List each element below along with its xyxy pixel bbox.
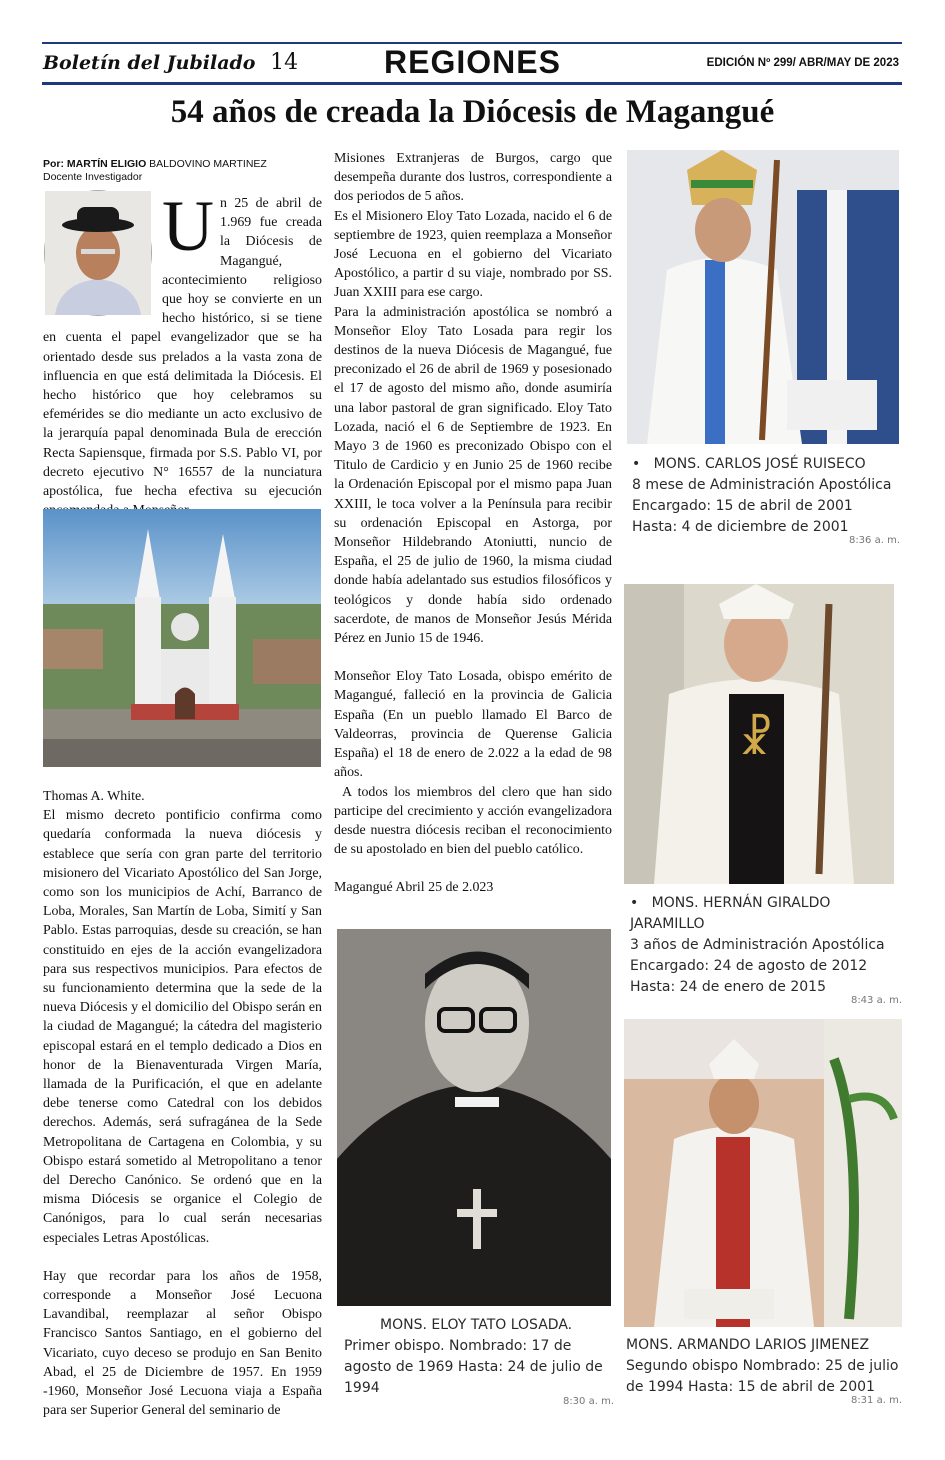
col2-paragraph-4: Monseñor Eloy Tato Losada, obispo emérito de Magangué, falleció en la provincia de Galicia España (En un pueblo llamado El Barco de Valdeorras, provincia de Querense Galicia España) el 18 de enero de 2.022 a la edad de 98 años. bbox=[334, 669, 612, 781]
byline bbox=[43, 158, 323, 184]
col2-dateline: Magangué Abril 25 de 2.023 bbox=[334, 880, 494, 896]
ruiseco-photo bbox=[627, 150, 899, 444]
bullet-icon: • bbox=[632, 456, 641, 472]
masthead-title: Boletín del Jubilado bbox=[43, 52, 256, 74]
col2-paragraph-3: Para la administración apostólica se nombró a Monseñor Eloy Tato Losada para regir los destinos de la nueva Diócesis de Magangué, fue preconizado el 26 de abril de 1969 y posesionado el 17 de agosto del mismo año, donde asumiría una labor pastoral de gran significado. Eloy Tato Lozada, nació el 6 de Septiembre de 1923. En Mayo 3 de 1960 es preconizado Obispo con el Titulo de Cardicio y en Junio 25 de 1960 recibe la Ordenación Episcopal por el mismo papa Juan XXIII, le toca volver a la Península para recibir su ordenación Episcopal en Astorga, por Monseñor Hildebrando Atoniutti, nuncio de España, el 25 de julio de 1960, la misma ciudad donde había adelantado sus estudios filosóficos y teológicos y donde había sido ordenado sacerdote, de manos de Monseñor Jesús Mérida Pérez en Junio 15 de 1946. bbox=[334, 304, 612, 647]
edition-info: EDICIÓN Nº 299/ ABR/MAY DE 2023 bbox=[706, 57, 899, 69]
page-number: 14 bbox=[270, 50, 299, 75]
paragraph-2: El mismo decreto pontificio confirma como quedaría conformada la nueva diócesis y establece que sería con gran parte del territorio misionero del Vicariato Apostólico del San Jorge, como son los municipios de Achí, Barranco de Loba, Morales, San Martín de Loba, Simití y San Pablo. Estas parroquias, desde su creación, se han constituido en ejes de la acción evangelizadora para sus respectivos municipios. Para efectos de su funcionamiento determina que la sede de la nueva Diócesis y el domicilio del Obispo serán en la ciudad de Magangué; la cátedra del magisterio episcopal estará en el templo dedicado a Dios en honor de la Bienaventurada Virgen María, llamada de la Purificación, el que en adelante debe tenerse como Catedral con los debidos derechos. Además, será sufragánea de la Sede Metropolitana de Cartagena en Colombia, y su Obispo estará sometido al Metropolitano a tenor del Derecho Canónico. Se ordenó que en la misma Diócesis se organice el Colegio de Canónigos, para lo cual serán necesarias especiales Letras Apostólicas. bbox=[43, 808, 322, 1246]
caption-ruiseco-text: 8 mese de Administración Apostólica Encargado: 15 de abril de 2001 Hasta: 4 de diciembre de 2001 bbox=[632, 477, 892, 535]
intro-paragraph: n 25 de abril de 1.969 fue creada la Diócesis de Magangué, acontecimiento religioso que hoy se convierte en un hecho histórico, si se tiene en cuenta el papel evangelizador que se ha orientado desde sus prelados a la vasta zona de influencia en que está delimitada la Diócesis. El hecho histórico que hoy celebramos su efemérides se dio mediante un acto exclusivo de la jerarquía papal denominada Bula de erección Recta Sapiensque, firmada por S.S. Pablo VI, por decreto ejecutivo N° 16557 de la nunciatura apostólica, fue hecha efectiva su ejecución bbox=[43, 196, 322, 500]
headline: 54 años de creada la Diócesis de Magangué bbox=[170, 94, 775, 130]
article-intro bbox=[43, 186, 322, 520]
caption-ruiseco-title bbox=[632, 454, 900, 475]
svg-text:☧: ☧ bbox=[738, 714, 774, 765]
header-bottom-rule bbox=[42, 82, 902, 85]
caption-ruiseco bbox=[632, 454, 900, 551]
bullet-icon: • bbox=[630, 895, 639, 911]
col2-paragraph-2: Es el Misionero Eloy Tato Lozada, nacido el 6 de septiembre de 1923, quien reemplaza a Monseñor José Lecuona en el gobierno del Vicariato Apostólico, a partir d su viaje, nombrado por SS. Juan XXIII para ese cargo. bbox=[334, 208, 612, 301]
caption-giraldo-title bbox=[630, 893, 902, 935]
caption-ruiseco-time: 8:36 a. m. bbox=[848, 535, 900, 546]
caption-larios-text: Segundo obispo Nombrado: 25 de julio de 1994 Hasta: 15 de abril de 2001 bbox=[626, 1358, 899, 1395]
column-1-lower bbox=[43, 787, 322, 1421]
caption-larios-time: 8:31 a. m. bbox=[850, 1395, 902, 1406]
drop-cap: U bbox=[162, 186, 214, 266]
caption-giraldo-title-text: MONS. HERNÁN GIRALDO JARAMILLO bbox=[630, 895, 831, 932]
larios-photo bbox=[624, 1019, 902, 1327]
column-2 bbox=[334, 149, 612, 898]
byline-role: Docente Investigador bbox=[43, 171, 143, 183]
paragraph-3: Hay que recordar para los años de 1958, corresponde a Monseñor José Lecuona Lavandibal, reemplazar al señor Obispo Francisco Santos Santiago, en el gobierno del Vicariato, cuyo deceso se produjo en San Benito Abad, el 25 de Diciembre de 1957. En 1959 -1960, Monseñor José Lecuona viaja a España para ser Superior General del seminario de bbox=[43, 1268, 322, 1419]
continued-text: Thomas A. White. bbox=[43, 789, 145, 804]
col2-paragraph-1: Misiones Extranjeras de Burgos, cargo que desempeña durante dos lustros, correspondiente a dos periodos de 5 años. bbox=[334, 151, 612, 205]
caption-tato-title: MONS. ELOY TATO LOSADA. bbox=[380, 1317, 573, 1333]
section-title: REGIONES bbox=[384, 44, 561, 80]
caption-tato-text: Primer obispo. Nombrado: 17 de agosto de 1969 Hasta: 24 de julio de 1994 bbox=[344, 1338, 603, 1396]
caption-larios bbox=[626, 1335, 902, 1411]
caption-tato-time: 8:30 a. m. bbox=[562, 1396, 614, 1407]
caption-larios-title: MONS. ARMANDO LARIOS JIMENEZ bbox=[626, 1337, 870, 1353]
tato-losada-photo bbox=[337, 929, 611, 1306]
caption-giraldo-text: 3 años de Administración Apostólica Encargado: 24 de agosto de 2012 Hasta: 24 de enero de 2015 bbox=[630, 937, 885, 995]
caption-giraldo bbox=[630, 893, 902, 1011]
col2-paragraph-5: A todos los miembros del clero que han sido participe del crecimiento y acción evangelizadora desde nuestra diócesis reciban el reconocimiento de su apostolado en bien del pueblo católico. bbox=[334, 784, 612, 858]
byline-prefix: Por: MARTÍN ELIGIO bbox=[43, 158, 147, 170]
caption-giraldo-time: 8:43 a. m. bbox=[850, 995, 902, 1006]
cathedral-photo bbox=[43, 509, 321, 767]
caption-tato bbox=[344, 1315, 614, 1407]
giraldo-photo bbox=[624, 584, 894, 884]
caption-ruiseco-title-text: MONS. CARLOS JOSÉ RUISECO bbox=[653, 456, 866, 472]
byline-name: BALDOVINO MARTINEZ bbox=[149, 158, 267, 170]
